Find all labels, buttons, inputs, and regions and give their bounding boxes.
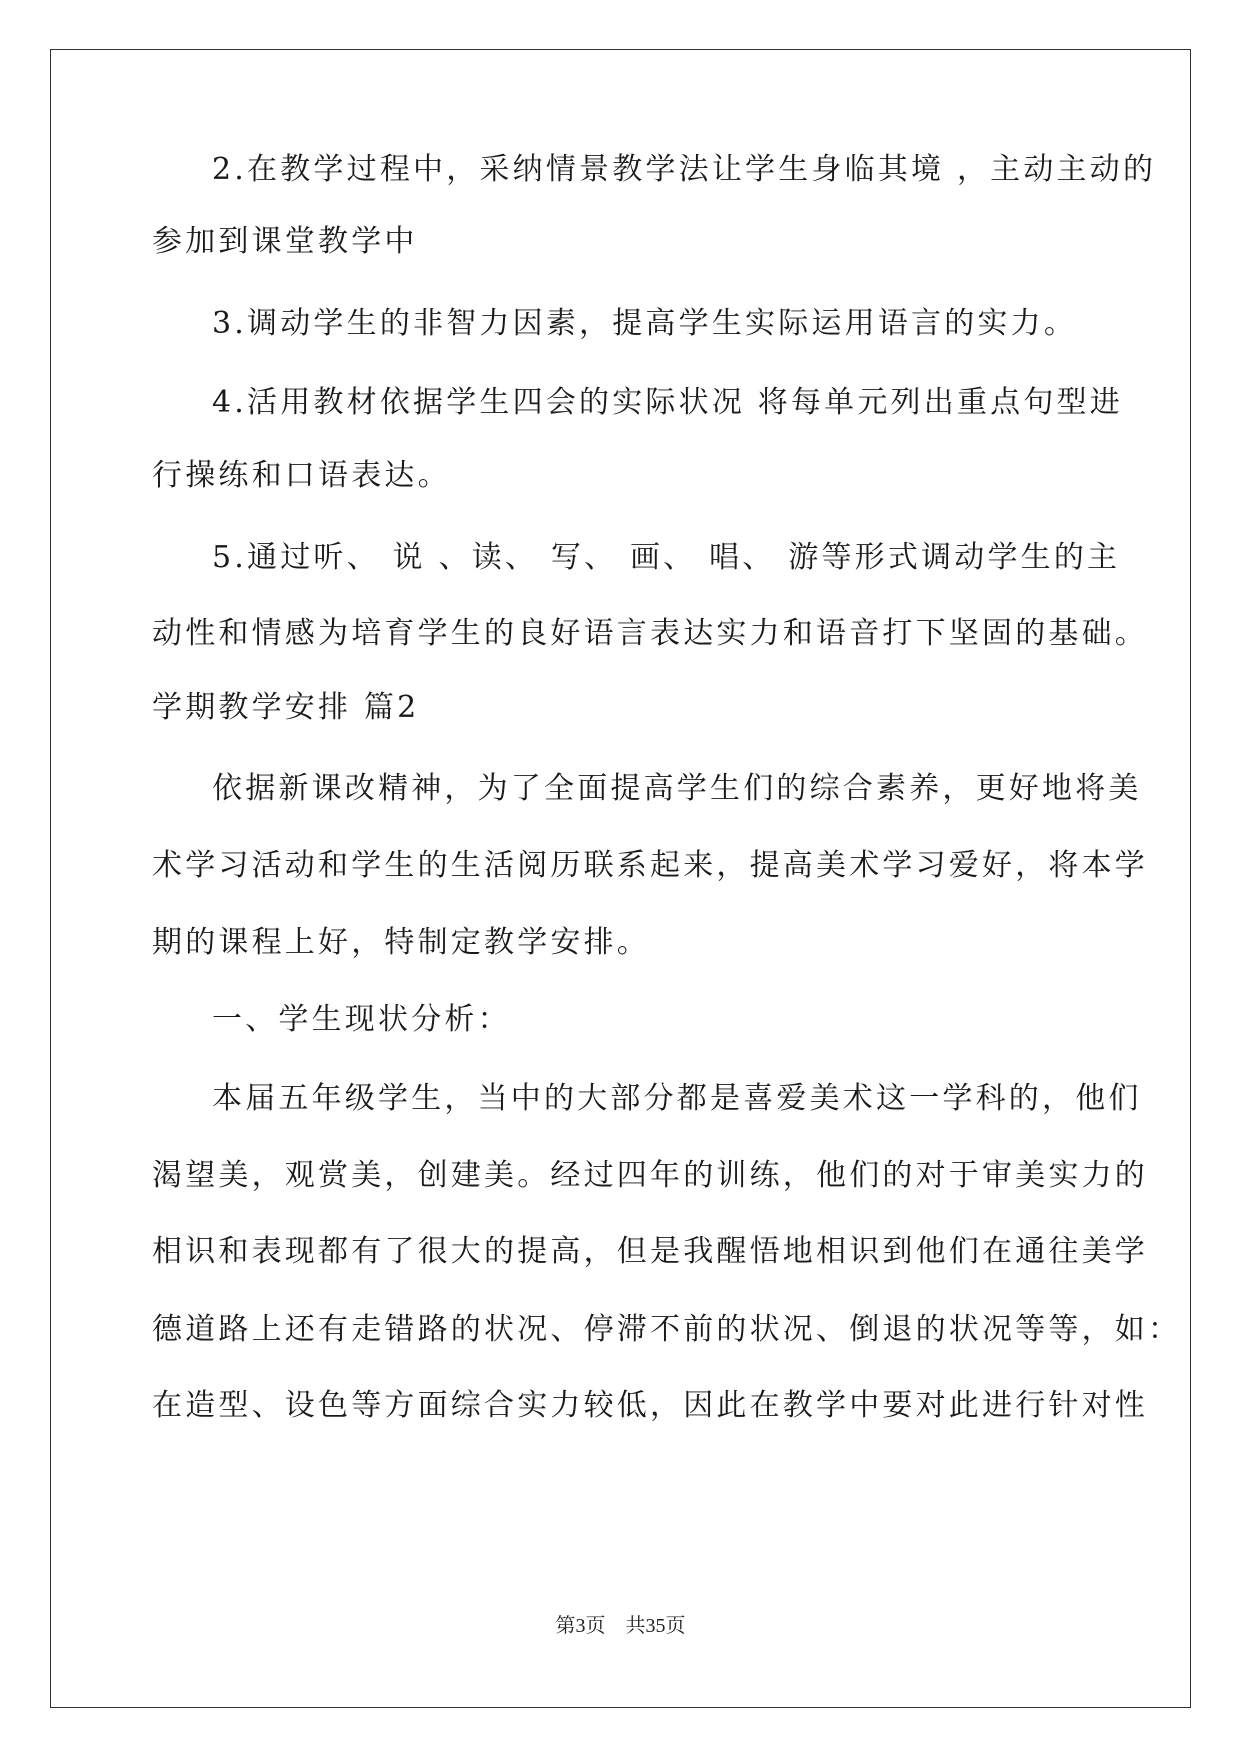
footer-prefix: 第 (555, 1613, 576, 1637)
paragraph-line: 2.在教学过程中，采纳情景教学法让学生身临其境 ，主动主动的 (212, 152, 1157, 187)
footer-mid: 页 共 (585, 1613, 646, 1637)
paragraph-line: 3.调动学生的非智力因素，提高学生实际运用语言的实力。 (212, 306, 1078, 341)
footer-suffix: 页 (665, 1613, 686, 1637)
paragraph-line: 行操练和口语表达。 (152, 458, 451, 493)
paragraph-line: 术学习活动和学生的生活阅历联系起来，提高美术学习爱好，将本学 (152, 848, 1148, 883)
paragraph-line: 相识和表现都有了很大的提高，但是我醒悟地相识到他们在通往美学 (152, 1234, 1148, 1269)
paragraph-line: 5.通过听、 说 、读、 写、 画、 唱、 游等形式调动学生的主 (212, 540, 1121, 575)
paragraph-line: 动性和情感为培育学生的良好语言表达实力和语音打下坚固的基础。 (152, 616, 1148, 651)
current-page-number: 3 (575, 1615, 586, 1637)
total-page-number: 35 (645, 1615, 666, 1637)
paragraph-line: 依据新课改精神，为了全面提高学生们的综合素养，更好地将美 (212, 771, 1142, 806)
subsection-heading: 一、学生现状分析： (212, 1002, 511, 1037)
section-heading: 学期教学安排 篇2 (152, 690, 420, 725)
paragraph-line: 参加到课堂教学中 (152, 224, 418, 259)
paragraph-line: 德道路上还有走错路的状况、停滞不前的状况、倒退的状况等等，如： (152, 1312, 1182, 1347)
paragraph-line: 4.活用教材依据学生四会的实际状况 将每单元列出重点句型进 (212, 385, 1123, 420)
page-number-footer (0, 1612, 1241, 1639)
paragraph-line: 期的课程上好，特制定教学安排。 (152, 925, 650, 960)
paragraph-line: 在造型、设色等方面综合实力较低，因此在教学中要对此进行针对性 (152, 1388, 1148, 1423)
paragraph-line: 本届五年级学生，当中的大部分都是喜爱美术这一学科的，他们 (212, 1081, 1142, 1116)
paragraph-line: 渴望美，观赏美，创建美。经过四年的训练，他们的对于审美实力的 (152, 1158, 1148, 1193)
